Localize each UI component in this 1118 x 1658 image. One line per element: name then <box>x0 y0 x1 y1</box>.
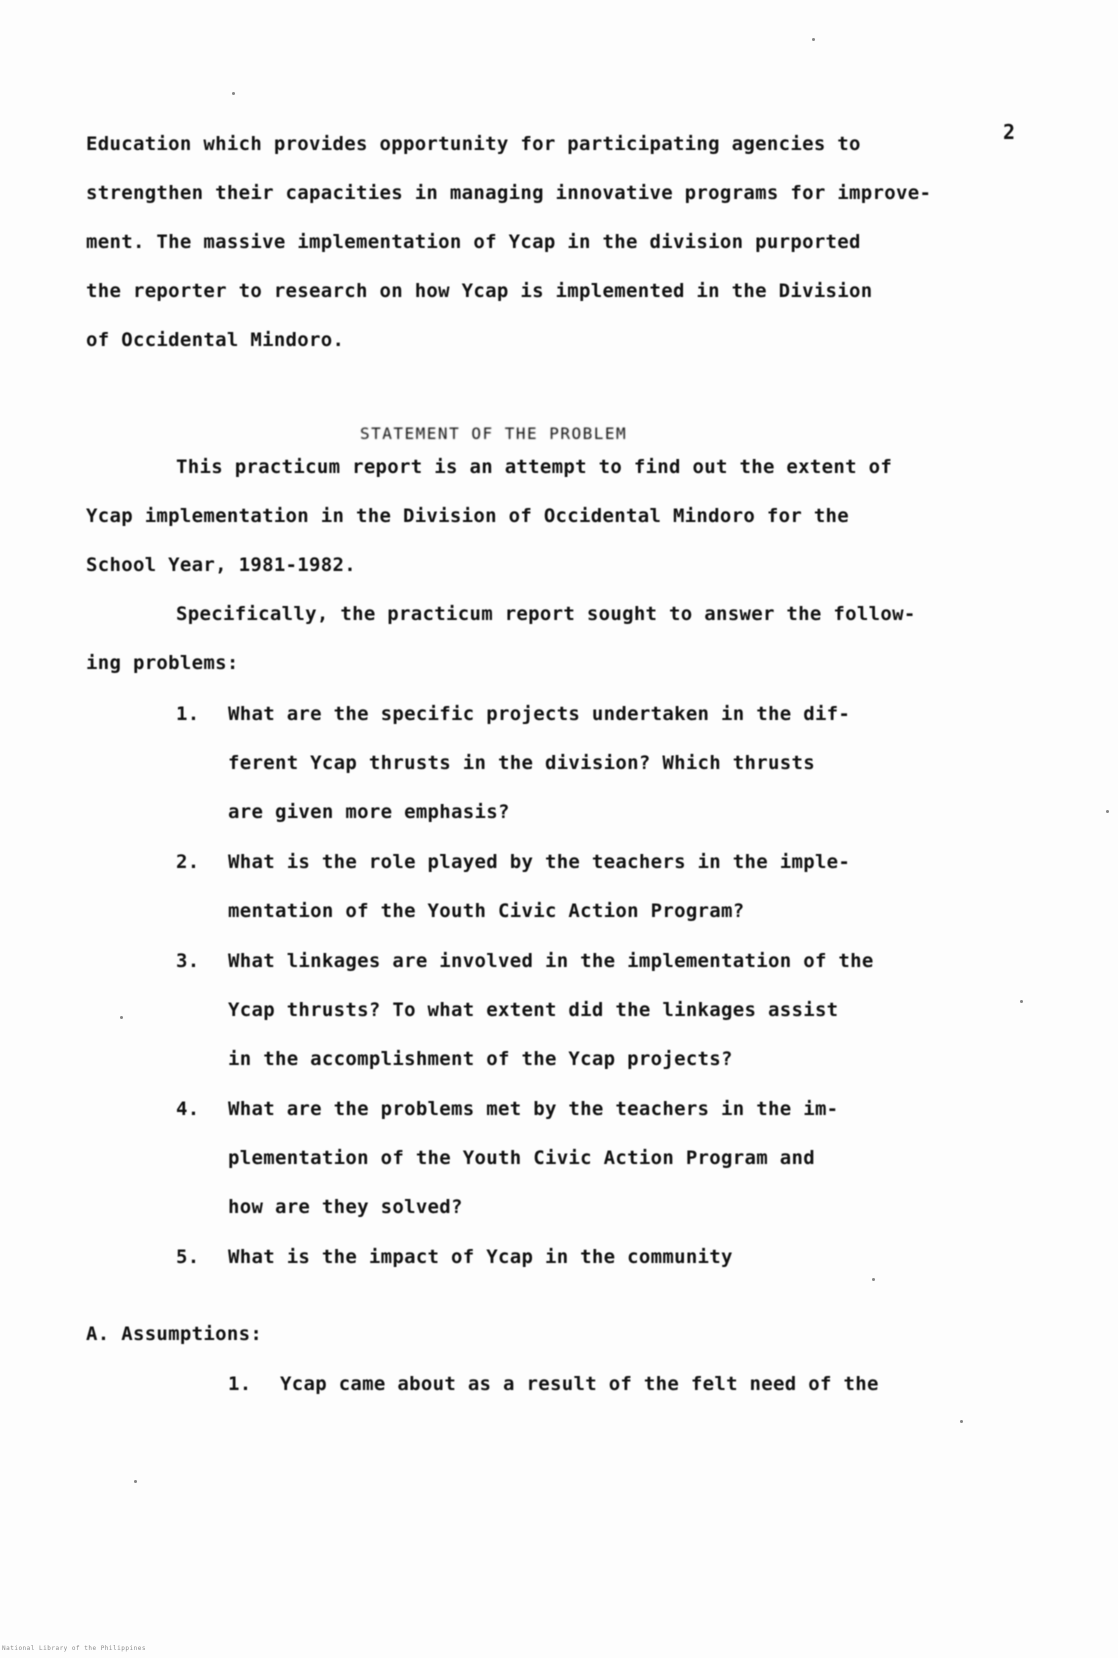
scan-speck <box>232 92 235 95</box>
problem-line: What are the problems met by the teachers in the im- <box>228 1098 839 1120</box>
problem-line: What linkages are involved in the implementation of the <box>228 950 874 972</box>
problem-line: plementation of the Youth Civic Action Program and <box>228 1147 815 1169</box>
page-number: 2 <box>1003 120 1016 144</box>
section-heading: STATEMENT OF THE PROBLEM <box>360 424 628 443</box>
problem-number: 2. <box>176 851 200 873</box>
problem-number: 3. <box>176 950 200 972</box>
problem-line: What is the impact of Ycap in the community <box>228 1246 733 1268</box>
assumptions-heading: A. Assumptions: <box>86 1323 263 1345</box>
intro-line: ment. The massive implementation of Ycap in the division purported <box>86 231 861 253</box>
problem-line: ferent Ycap thrusts in the division? Which thrusts <box>228 752 815 774</box>
scan-speck <box>960 1420 963 1423</box>
scan-speck <box>812 38 815 41</box>
problem-number: 1. <box>176 703 200 725</box>
problem-line: how are they solved? <box>228 1196 463 1218</box>
assumption-number: 1. <box>228 1373 252 1395</box>
specifically-line: ing problems: <box>86 652 239 674</box>
problem-number: 5. <box>176 1246 200 1268</box>
problem-line: in the accomplishment of the Ycap projects? <box>228 1048 733 1070</box>
scan-speck <box>872 1278 875 1281</box>
scan-speck <box>120 1016 123 1019</box>
intro-line: of Occidental Mindoro. <box>86 329 345 351</box>
scan-speck <box>1020 1000 1023 1003</box>
problem-line: are given more emphasis? <box>228 801 510 823</box>
statement-line: This practicum report is an attempt to find out the extent of <box>176 456 893 478</box>
statement-line: Ycap implementation in the Division of Occidental Mindoro for the <box>86 505 850 527</box>
intro-line: the reporter to research on how Ycap is implemented in the Division <box>86 280 873 302</box>
specifically-line: Specifically, the practicum report sought to answer the follow- <box>176 603 916 625</box>
intro-line: strengthen their capacities in managing innovative programs for improve- <box>86 182 932 204</box>
problem-line: What is the role played by the teachers in the imple- <box>228 851 851 873</box>
assumption-line: Ycap came about as a result of the felt need of the <box>280 1373 879 1395</box>
problem-line: Ycap thrusts? To what extent did the linkages assist <box>228 999 839 1021</box>
problem-line: mentation of the Youth Civic Action Program? <box>228 900 745 922</box>
scan-speck <box>134 1480 137 1483</box>
statement-line: School Year, 1981-1982. <box>86 554 356 576</box>
intro-line: Education which provides opportunity for participating agencies to <box>86 133 861 155</box>
scan-speck <box>1106 810 1109 813</box>
problem-number: 4. <box>176 1098 200 1120</box>
footer-text: National Library of the Philippines <box>2 1645 146 1652</box>
problem-line: What are the specific projects undertaken in the dif- <box>228 703 851 725</box>
